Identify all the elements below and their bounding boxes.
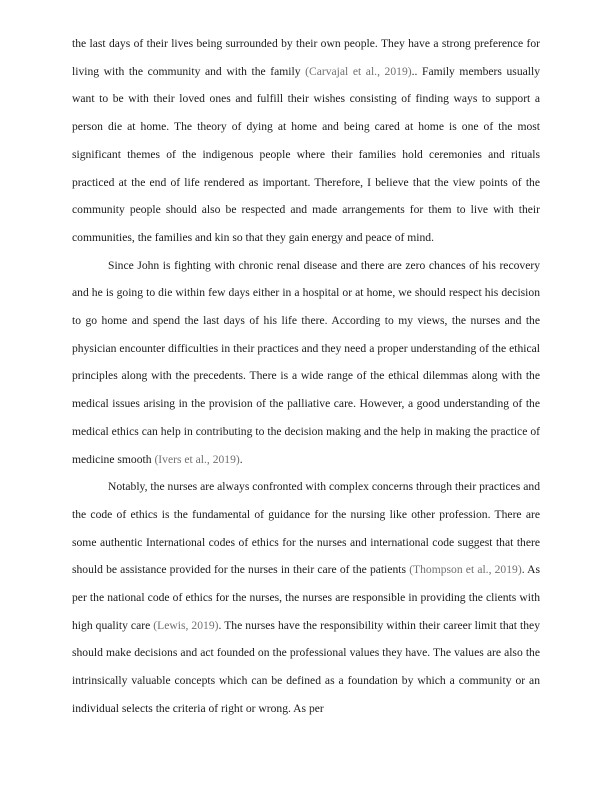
paragraph-text: the last days of their lives being surrounded by their own people. They have a strong preference for living with the community and with the family — [72, 37, 540, 78]
paragraph-3 — [72, 473, 540, 722]
paragraph-1 — [72, 30, 540, 252]
citation-thompson: (Thompson et al., 2019) — [409, 563, 522, 577]
paragraph-text: Notably, the nurses are always confronted with complex concerns through their practices and the code of ethics is the fundamental of guidance for the nursing like other profession. There are some authentic International codes of ethics for the nurses and international code suggest that there should be assistance provided for the nurses in their care of the patients — [72, 480, 540, 577]
paragraph-text: Since John is fighting with chronic renal disease and there are zero chances of his recovery and he is going to die within few days either in a hospital or at home, we should respect his decision to go home and spend the last days of his life there. According to my views, the nurses and the physician encounter difficulties in their practices and they need a proper understanding of the ethical principles along with the precedents. There is a wide range of the ethical dilemmas along with the medical issues arising in the provision of the palliative care. However, a good understanding of the medical ethics can help in contributing to the decision making and the help in making the practice of medicine smooth — [72, 258, 540, 466]
paragraph-text: .. Family members usually want to be with their loved ones and fulfill their wishes consisting of finding ways to support a person die at home. The theory of dying at home and being cared at home is one of the most significant themes of the indigenous people where their families hold ceremonies and rituals practiced at the end of life rendered as important. Therefore, I believe that the view points of the community people should also be respected and made arrangements for them to live with their communities, the families and kin so that they gain energy and peace of mind. — [72, 64, 541, 244]
citation-ivers: (Ivers et al., 2019) — [154, 452, 240, 466]
paragraph-text: . As per the national code of ethics for the nurses, the nurses are responsible in providing the clients with high quality care — [72, 563, 540, 632]
citation-lewis: (Lewis, 2019) — [153, 618, 219, 632]
paragraph-text: . — [239, 452, 243, 466]
paragraph-text: . The nurses have the responsibility within their career limit that they should make decisions and act founded on the professional values they have. The values are also the intrinsically valuable concepts which can be defined as a foundation by which a community or an individual selects the criteria of right or wrong. As per — [72, 618, 540, 715]
citation-carvajal: (Carvajal et al., 2019) — [305, 64, 412, 78]
document-page — [72, 30, 540, 723]
paragraph-2 — [72, 252, 540, 474]
